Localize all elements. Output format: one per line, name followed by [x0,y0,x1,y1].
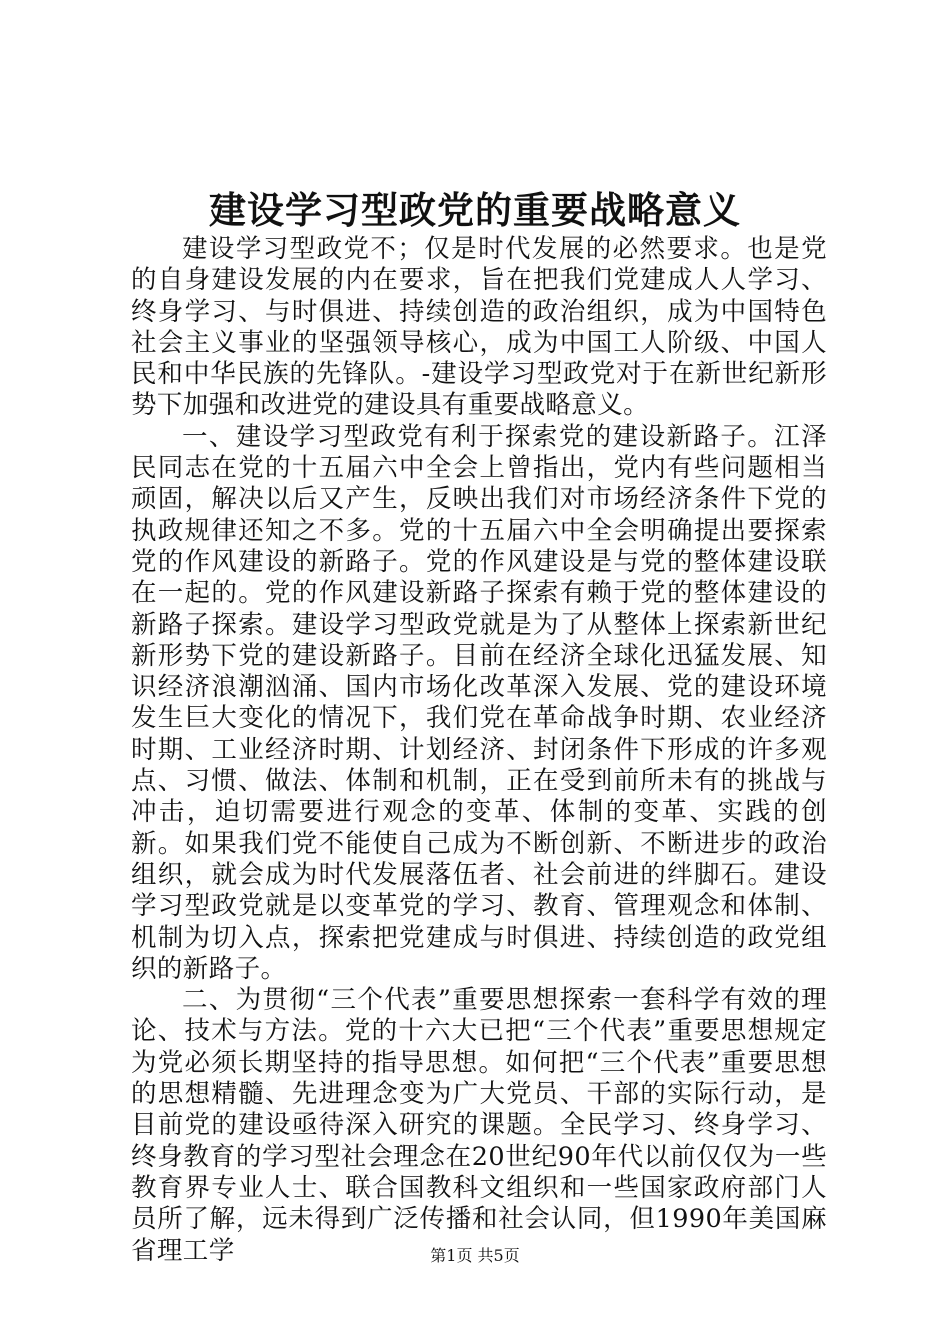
document-title: 建设学习型政党的重要战略意义 [209,188,741,232]
paragraph-intro: 建设学习型政党不；仅是时代发展的必然要求。也是党的自身建设发展的内在要求，旨在把我们党建成人人学习、终身学习、与时俱进、持续创造的政治组织，成为中国特色社会主义事业的坚强领导核心，成为中国工人阶级、中国人民和中华民族的先锋队。-建设学习型政党对于在新世纪新形势下加强和改进党的建设具有重要战略意义。 [131,234,827,421]
document-body [131,234,827,1267]
page-number-footer: 第1页 共5页 [430,1246,520,1265]
paragraph-section-2: 二、为贯彻“三个代表”重要思想探索一套科学有效的理论、技术与方法。党的十六大已把“三个代表”重要思想规定为党必须长期坚持的指导思想。如何把“三个代表”重要思想的思想精髓、先进理念变为广大党员、干部的实际行动，是目前党的建设亟待深入研究的课题。全民学习、终身学习、终身教育的学习型社会理念在20世纪90年代以前仅仅为一些教育界专业人士、联合国教科文组织和一些国家政府部门人员所了解，远未得到广泛传播和社会认同，但1990年美国麻省理工学 [131,985,827,1266]
paragraph-section-1: 一、建设学习型政党有利于探索党的建设新路子。江泽民同志在党的十五届六中全会上曾指出，党内有些问题相当顽固，解决以后又产生，反映出我们对市场经济条件下党的执政规律还知之不多。党的十五届六中全会明确提出要探索党的作风建设的新路子。党的作风建设是与党的整体建设联在一起的。党的作风建设新路子探索有赖于党的整体建设的新路子探索。建设学习型政党就是为了从整体上探索新世纪新形势下党的建设新路子。目前在经济全球化迅猛发展、知识经济浪潮汹涌、国内市场化改革深入发展、党的建设环境发生巨大变化的情况下，我们党在革命战争时期、农业经济时期、工业经济时期、计划经济、封闭条件下形成的许多观点、习惯、做法、体制和机制，正在受到前所未有的挑战与冲击，迫切需要进行观念的变革、体制的变革、实践的创新。如果我们党不能使自己成为不断创新、不断进步的政治组织，就会成为时代发展落伍者、社会前进的绊脚石。建设学习型政党就是以变革党的学习、教育、管理观念和体制、机制为切入点，探索把党建成与时俱进、持续创造的政党组织的新路子。 [131,421,827,984]
